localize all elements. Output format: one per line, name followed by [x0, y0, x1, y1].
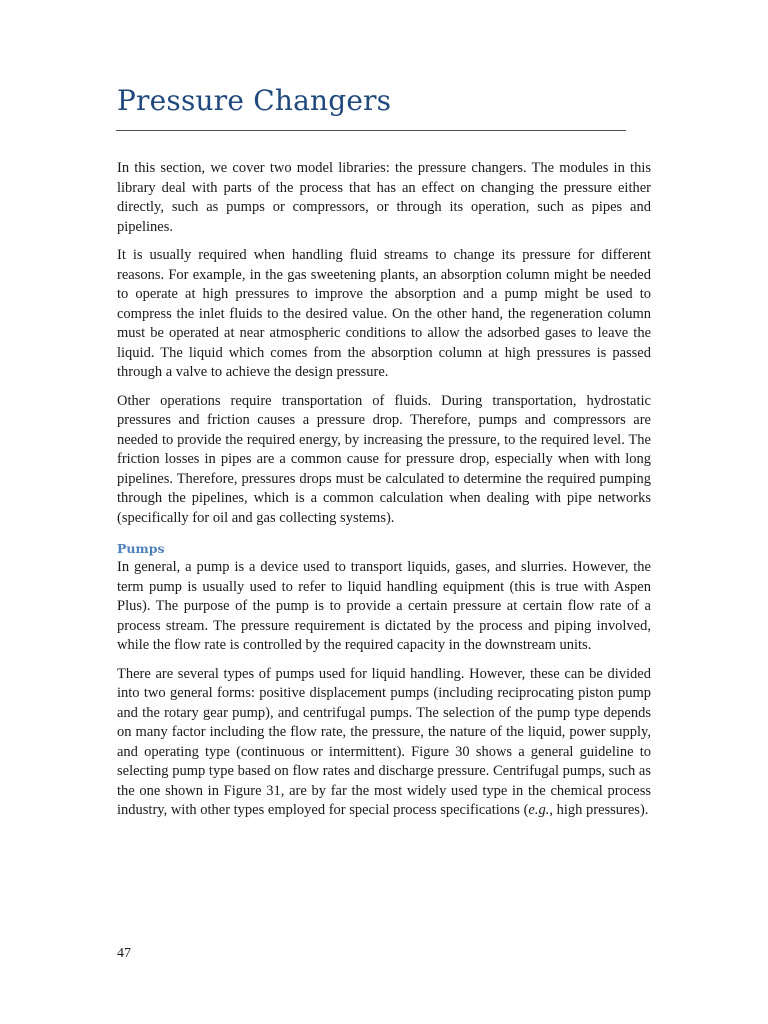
pumps-paragraph-1: In general, a pump is a device used to transport liquids, gases, and slurries. However, the term pump is usually used to refer to liquid handling equipment (this is true with Aspen Plus). The purpose of the pump is to provide a certain pressure at certain flow rate of a process stream. The pressure requirement is dictated by the process and piping involved, while the flow rate is controlled by the required capacity in the downstream units.	[117, 559, 651, 653]
pumps-paragraph-2-main: There are several types of pumps used for liquid handling. However, these can be divided into two general forms: positive displacement pumps (including reciprocating piston pump and the rotary gear pump), and centrifugal pumps. The selection of the pump type depends on many factor including the flow rate, the pressure, the nature of the liquid, power supply, and operating type (continuous or intermittent). Figure 30 shows a general guideline to selecting pump type based on flow rates and discharge pressure. Centrifugal pumps, such as the one shown in Figure 31, are by far the most widely used type in the chemical process industry, with other types employed for special process specifications (	[117, 665, 651, 818]
intro-paragraph-1: In this section, we cover two model libraries: the pressure changers. The modules in this library deal with parts of the process that has an effect on changing the pressure either directly, such as pumps or compressors, or through its operation, such as pipes and pipelines.	[117, 160, 651, 235]
pumps-paragraph-2	[117, 665, 651, 821]
page-number: 47	[117, 946, 131, 961]
page-title: Pressure Changers	[117, 84, 392, 117]
pumps-paragraph-2-italic: e.g.	[528, 802, 550, 818]
section-heading-pumps: Pumps	[117, 541, 165, 556]
body-text	[117, 159, 651, 830]
title-underline	[116, 130, 626, 131]
intro-paragraph-3: Other operations require transportation of fluids. During transportation, hydrostatic pressures and friction causes a pressure drop. Therefore, pumps and compressors are needed to provide the required energy, by increasing the pressure, to the required level. The friction losses in pipes are a common cause for pressure drop, especially when with long pipelines. Therefore, pressures drops must be calculated to determine the required pumping through the pipelines, which is a common calculation when dealing with pipe networks (specifically for oil and gas collecting systems).	[117, 392, 651, 526]
intro-paragraph-2: It is usually required when handling fluid streams to change its pressure for different reasons. For example, in the gas sweetening plants, an absorption column might be needed to operate at high pressures to improve the absorption and a pump might be used to compress the inlet fluids to the desired value. On the other hand, the regeneration column must be operated at near atmospheric conditions to allow the adsorbed gases to leave the liquid. The liquid which comes from the absorption column at high pressures is passed through a valve to achieve the design pressure.	[117, 247, 651, 380]
pumps-paragraph-2-end: , high pressures).	[549, 802, 649, 818]
